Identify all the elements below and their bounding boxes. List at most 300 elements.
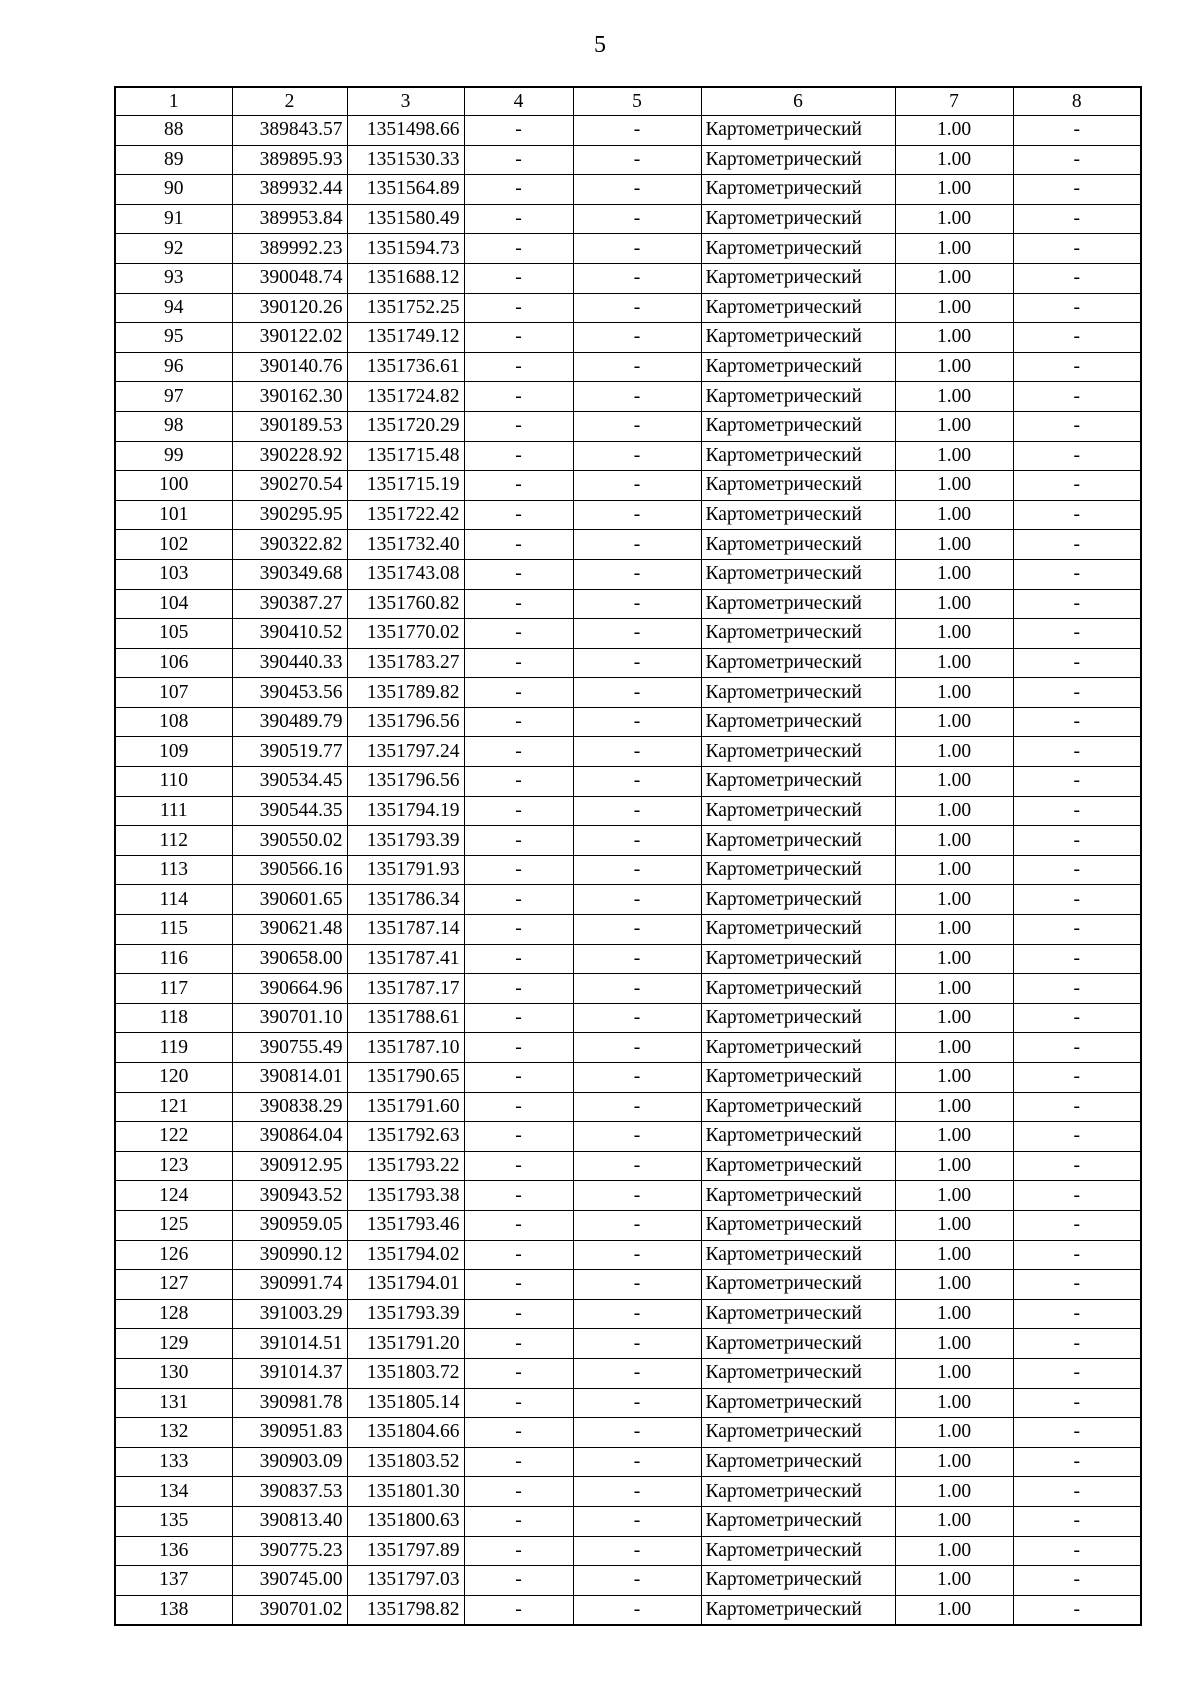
accuracy-cell: 1.00 bbox=[895, 1092, 1013, 1122]
col-8-cell: - bbox=[1013, 619, 1141, 649]
point-number-cell: 127 bbox=[115, 1270, 232, 1300]
col-4-cell: - bbox=[464, 1299, 573, 1329]
method-cell: Картометрический bbox=[701, 116, 895, 146]
col-8-cell: - bbox=[1013, 263, 1141, 293]
col-4-cell: - bbox=[464, 263, 573, 293]
accuracy-cell: 1.00 bbox=[895, 1447, 1013, 1477]
accuracy-cell: 1.00 bbox=[895, 589, 1013, 619]
col-8-cell: - bbox=[1013, 974, 1141, 1004]
col-5-cell: - bbox=[573, 1329, 701, 1359]
col-4-cell: - bbox=[464, 1477, 573, 1507]
y-coordinate-cell: 1351793.46 bbox=[347, 1210, 464, 1240]
point-number-cell: 137 bbox=[115, 1566, 232, 1596]
point-number-cell: 98 bbox=[115, 411, 232, 441]
x-coordinate-cell: 390440.33 bbox=[232, 648, 347, 678]
col-8-cell: - bbox=[1013, 1122, 1141, 1152]
table-row bbox=[115, 263, 1141, 293]
y-coordinate-cell: 1351787.14 bbox=[347, 915, 464, 945]
point-number-cell: 121 bbox=[115, 1092, 232, 1122]
y-coordinate-cell: 1351788.61 bbox=[347, 1003, 464, 1033]
point-number-cell: 112 bbox=[115, 826, 232, 856]
x-coordinate-cell: 390814.01 bbox=[232, 1063, 347, 1093]
col-4-cell: - bbox=[464, 826, 573, 856]
accuracy-cell: 1.00 bbox=[895, 1299, 1013, 1329]
col-5-cell: - bbox=[573, 1240, 701, 1270]
method-cell: Картометрический bbox=[701, 1092, 895, 1122]
y-coordinate-cell: 1351801.30 bbox=[347, 1477, 464, 1507]
y-coordinate-cell: 1351793.38 bbox=[347, 1181, 464, 1211]
point-number-cell: 89 bbox=[115, 145, 232, 175]
table-row bbox=[115, 441, 1141, 471]
accuracy-cell: 1.00 bbox=[895, 530, 1013, 560]
col-8-cell: - bbox=[1013, 234, 1141, 264]
accuracy-cell: 1.00 bbox=[895, 500, 1013, 530]
x-coordinate-cell: 390189.53 bbox=[232, 411, 347, 441]
col-5-cell: - bbox=[573, 1388, 701, 1418]
col-8-cell: - bbox=[1013, 648, 1141, 678]
table-row bbox=[115, 175, 1141, 205]
y-coordinate-cell: 1351688.12 bbox=[347, 263, 464, 293]
point-number-cell: 93 bbox=[115, 263, 232, 293]
col-5-cell: - bbox=[573, 796, 701, 826]
method-cell: Картометрический bbox=[701, 1151, 895, 1181]
table-row bbox=[115, 678, 1141, 708]
y-coordinate-cell: 1351736.61 bbox=[347, 352, 464, 382]
method-cell: Картометрический bbox=[701, 1447, 895, 1477]
col-5-cell: - bbox=[573, 826, 701, 856]
method-cell: Картометрический bbox=[701, 826, 895, 856]
accuracy-cell: 1.00 bbox=[895, 145, 1013, 175]
col-8-cell: - bbox=[1013, 589, 1141, 619]
col-4-cell: - bbox=[464, 1536, 573, 1566]
col-5-cell: - bbox=[573, 1092, 701, 1122]
accuracy-cell: 1.00 bbox=[895, 1240, 1013, 1270]
col-8-cell: - bbox=[1013, 796, 1141, 826]
method-cell: Картометрический bbox=[701, 530, 895, 560]
col-8-cell: - bbox=[1013, 1566, 1141, 1596]
point-number-cell: 88 bbox=[115, 116, 232, 146]
method-cell: Картометрический bbox=[701, 500, 895, 530]
x-coordinate-cell: 390410.52 bbox=[232, 619, 347, 649]
table-header-row bbox=[115, 87, 1141, 116]
method-cell: Картометрический bbox=[701, 1329, 895, 1359]
col-4-cell: - bbox=[464, 352, 573, 382]
col-4-cell: - bbox=[464, 1329, 573, 1359]
table-row bbox=[115, 1003, 1141, 1033]
col-4-cell: - bbox=[464, 323, 573, 353]
col-5-cell: - bbox=[573, 915, 701, 945]
accuracy-cell: 1.00 bbox=[895, 411, 1013, 441]
accuracy-cell: 1.00 bbox=[895, 382, 1013, 412]
col-8-cell: - bbox=[1013, 323, 1141, 353]
table-row bbox=[115, 944, 1141, 974]
table-row bbox=[115, 1240, 1141, 1270]
table-row bbox=[115, 855, 1141, 885]
y-coordinate-cell: 1351498.66 bbox=[347, 116, 464, 146]
col-5-cell: - bbox=[573, 293, 701, 323]
col-5-cell: - bbox=[573, 323, 701, 353]
x-coordinate-cell: 390621.48 bbox=[232, 915, 347, 945]
x-coordinate-cell: 390755.49 bbox=[232, 1033, 347, 1063]
col-5-cell: - bbox=[573, 1418, 701, 1448]
col-8-cell: - bbox=[1013, 855, 1141, 885]
method-cell: Картометрический bbox=[701, 589, 895, 619]
accuracy-cell: 1.00 bbox=[895, 944, 1013, 974]
point-number-cell: 92 bbox=[115, 234, 232, 264]
table-row bbox=[115, 1299, 1141, 1329]
col-5-cell: - bbox=[573, 885, 701, 915]
accuracy-cell: 1.00 bbox=[895, 737, 1013, 767]
point-number-cell: 131 bbox=[115, 1388, 232, 1418]
method-cell: Картометрический bbox=[701, 204, 895, 234]
col-5-cell: - bbox=[573, 1595, 701, 1625]
y-coordinate-cell: 1351564.89 bbox=[347, 175, 464, 205]
col-8-cell: - bbox=[1013, 1003, 1141, 1033]
y-coordinate-cell: 1351804.66 bbox=[347, 1418, 464, 1448]
col-8-cell: - bbox=[1013, 1595, 1141, 1625]
col-8-cell: - bbox=[1013, 1536, 1141, 1566]
x-coordinate-cell: 390991.74 bbox=[232, 1270, 347, 1300]
table-row bbox=[115, 915, 1141, 945]
col-8-cell: - bbox=[1013, 1033, 1141, 1063]
method-cell: Картометрический bbox=[701, 796, 895, 826]
y-coordinate-cell: 1351798.82 bbox=[347, 1595, 464, 1625]
col-4-cell: - bbox=[464, 1033, 573, 1063]
method-cell: Картометрический bbox=[701, 382, 895, 412]
col-8-cell: - bbox=[1013, 1151, 1141, 1181]
accuracy-cell: 1.00 bbox=[895, 1418, 1013, 1448]
col-5-cell: - bbox=[573, 352, 701, 382]
y-coordinate-cell: 1351580.49 bbox=[347, 204, 464, 234]
y-coordinate-cell: 1351787.41 bbox=[347, 944, 464, 974]
table-row bbox=[115, 1270, 1141, 1300]
col-4-cell: - bbox=[464, 1566, 573, 1596]
col-5-cell: - bbox=[573, 1181, 701, 1211]
method-cell: Картометрический bbox=[701, 707, 895, 737]
accuracy-cell: 1.00 bbox=[895, 1388, 1013, 1418]
method-cell: Картометрический bbox=[701, 885, 895, 915]
table-row bbox=[115, 1595, 1141, 1625]
col-4-cell: - bbox=[464, 1270, 573, 1300]
x-coordinate-cell: 390322.82 bbox=[232, 530, 347, 560]
point-number-cell: 135 bbox=[115, 1506, 232, 1536]
col-8-cell: - bbox=[1013, 382, 1141, 412]
col-4-cell: - bbox=[464, 1092, 573, 1122]
x-coordinate-cell: 390912.95 bbox=[232, 1151, 347, 1181]
col-4-cell: - bbox=[464, 411, 573, 441]
method-cell: Картометрический bbox=[701, 145, 895, 175]
method-cell: Картометрический bbox=[701, 1033, 895, 1063]
col-4-cell: - bbox=[464, 1181, 573, 1211]
table-row bbox=[115, 204, 1141, 234]
point-number-cell: 105 bbox=[115, 619, 232, 649]
accuracy-cell: 1.00 bbox=[895, 1033, 1013, 1063]
column-header: 8 bbox=[1013, 87, 1141, 116]
method-cell: Картометрический bbox=[701, 1181, 895, 1211]
y-coordinate-cell: 1351793.22 bbox=[347, 1151, 464, 1181]
y-coordinate-cell: 1351796.56 bbox=[347, 767, 464, 797]
coordinates-table bbox=[114, 86, 1142, 1626]
point-number-cell: 104 bbox=[115, 589, 232, 619]
x-coordinate-cell: 390566.16 bbox=[232, 855, 347, 885]
col-5-cell: - bbox=[573, 1566, 701, 1596]
point-number-cell: 117 bbox=[115, 974, 232, 1004]
y-coordinate-cell: 1351792.63 bbox=[347, 1122, 464, 1152]
point-number-cell: 102 bbox=[115, 530, 232, 560]
table-row bbox=[115, 1566, 1141, 1596]
y-coordinate-cell: 1351743.08 bbox=[347, 559, 464, 589]
col-8-cell: - bbox=[1013, 559, 1141, 589]
col-5-cell: - bbox=[573, 1447, 701, 1477]
table-row bbox=[115, 826, 1141, 856]
table-row bbox=[115, 1181, 1141, 1211]
point-number-cell: 111 bbox=[115, 796, 232, 826]
method-cell: Картометрический bbox=[701, 293, 895, 323]
point-number-cell: 95 bbox=[115, 323, 232, 353]
y-coordinate-cell: 1351715.48 bbox=[347, 441, 464, 471]
method-cell: Картометрический bbox=[701, 411, 895, 441]
table-body bbox=[115, 87, 1141, 1625]
col-4-cell: - bbox=[464, 915, 573, 945]
table-row bbox=[115, 116, 1141, 146]
column-header: 5 bbox=[573, 87, 701, 116]
table-row bbox=[115, 1477, 1141, 1507]
col-5-cell: - bbox=[573, 619, 701, 649]
accuracy-cell: 1.00 bbox=[895, 1477, 1013, 1507]
point-number-cell: 101 bbox=[115, 500, 232, 530]
point-number-cell: 100 bbox=[115, 471, 232, 501]
method-cell: Картометрический bbox=[701, 1003, 895, 1033]
col-5-cell: - bbox=[573, 204, 701, 234]
col-8-cell: - bbox=[1013, 293, 1141, 323]
col-5-cell: - bbox=[573, 1299, 701, 1329]
y-coordinate-cell: 1351791.20 bbox=[347, 1329, 464, 1359]
x-coordinate-cell: 390140.76 bbox=[232, 352, 347, 382]
col-4-cell: - bbox=[464, 1003, 573, 1033]
x-coordinate-cell: 390453.56 bbox=[232, 678, 347, 708]
y-coordinate-cell: 1351797.03 bbox=[347, 1566, 464, 1596]
y-coordinate-cell: 1351796.56 bbox=[347, 707, 464, 737]
col-5-cell: - bbox=[573, 678, 701, 708]
y-coordinate-cell: 1351594.73 bbox=[347, 234, 464, 264]
col-8-cell: - bbox=[1013, 530, 1141, 560]
col-8-cell: - bbox=[1013, 767, 1141, 797]
col-5-cell: - bbox=[573, 1003, 701, 1033]
col-4-cell: - bbox=[464, 1063, 573, 1093]
x-coordinate-cell: 390519.77 bbox=[232, 737, 347, 767]
x-coordinate-cell: 390837.53 bbox=[232, 1477, 347, 1507]
table-row bbox=[115, 1536, 1141, 1566]
col-8-cell: - bbox=[1013, 707, 1141, 737]
accuracy-cell: 1.00 bbox=[895, 1506, 1013, 1536]
table-row bbox=[115, 382, 1141, 412]
col-8-cell: - bbox=[1013, 1329, 1141, 1359]
y-coordinate-cell: 1351732.40 bbox=[347, 530, 464, 560]
col-8-cell: - bbox=[1013, 204, 1141, 234]
col-4-cell: - bbox=[464, 619, 573, 649]
col-4-cell: - bbox=[464, 1447, 573, 1477]
col-8-cell: - bbox=[1013, 116, 1141, 146]
y-coordinate-cell: 1351805.14 bbox=[347, 1388, 464, 1418]
table-row bbox=[115, 589, 1141, 619]
point-number-cell: 106 bbox=[115, 648, 232, 678]
point-number-cell: 124 bbox=[115, 1181, 232, 1211]
x-coordinate-cell: 390838.29 bbox=[232, 1092, 347, 1122]
point-number-cell: 119 bbox=[115, 1033, 232, 1063]
point-number-cell: 97 bbox=[115, 382, 232, 412]
point-number-cell: 118 bbox=[115, 1003, 232, 1033]
y-coordinate-cell: 1351797.89 bbox=[347, 1536, 464, 1566]
col-4-cell: - bbox=[464, 175, 573, 205]
accuracy-cell: 1.00 bbox=[895, 678, 1013, 708]
method-cell: Картометрический bbox=[701, 1358, 895, 1388]
col-8-cell: - bbox=[1013, 1477, 1141, 1507]
col-4-cell: - bbox=[464, 855, 573, 885]
y-coordinate-cell: 1351760.82 bbox=[347, 589, 464, 619]
accuracy-cell: 1.00 bbox=[895, 1003, 1013, 1033]
point-number-cell: 123 bbox=[115, 1151, 232, 1181]
y-coordinate-cell: 1351722.42 bbox=[347, 500, 464, 530]
method-cell: Картометрический bbox=[701, 352, 895, 382]
y-coordinate-cell: 1351794.02 bbox=[347, 1240, 464, 1270]
point-number-cell: 110 bbox=[115, 767, 232, 797]
col-4-cell: - bbox=[464, 116, 573, 146]
method-cell: Картометрический bbox=[701, 471, 895, 501]
accuracy-cell: 1.00 bbox=[895, 1329, 1013, 1359]
x-coordinate-cell: 390959.05 bbox=[232, 1210, 347, 1240]
point-number-cell: 114 bbox=[115, 885, 232, 915]
col-5-cell: - bbox=[573, 707, 701, 737]
y-coordinate-cell: 1351794.19 bbox=[347, 796, 464, 826]
col-4-cell: - bbox=[464, 1151, 573, 1181]
x-coordinate-cell: 390544.35 bbox=[232, 796, 347, 826]
col-5-cell: - bbox=[573, 1122, 701, 1152]
method-cell: Картометрический bbox=[701, 855, 895, 885]
method-cell: Картометрический bbox=[701, 1388, 895, 1418]
col-4-cell: - bbox=[464, 767, 573, 797]
point-number-cell: 91 bbox=[115, 204, 232, 234]
method-cell: Картометрический bbox=[701, 175, 895, 205]
x-coordinate-cell: 390943.52 bbox=[232, 1181, 347, 1211]
x-coordinate-cell: 389843.57 bbox=[232, 116, 347, 146]
x-coordinate-cell: 390745.00 bbox=[232, 1566, 347, 1596]
col-4-cell: - bbox=[464, 1595, 573, 1625]
accuracy-cell: 1.00 bbox=[895, 1566, 1013, 1596]
col-4-cell: - bbox=[464, 737, 573, 767]
method-cell: Картометрический bbox=[701, 1595, 895, 1625]
accuracy-cell: 1.00 bbox=[895, 1063, 1013, 1093]
col-5-cell: - bbox=[573, 1210, 701, 1240]
col-8-cell: - bbox=[1013, 944, 1141, 974]
accuracy-cell: 1.00 bbox=[895, 826, 1013, 856]
point-number-cell: 134 bbox=[115, 1477, 232, 1507]
point-number-cell: 128 bbox=[115, 1299, 232, 1329]
col-5-cell: - bbox=[573, 559, 701, 589]
col-4-cell: - bbox=[464, 885, 573, 915]
col-5-cell: - bbox=[573, 234, 701, 264]
method-cell: Картометрический bbox=[701, 1063, 895, 1093]
accuracy-cell: 1.00 bbox=[895, 116, 1013, 146]
method-cell: Картометрический bbox=[701, 1122, 895, 1152]
table-row bbox=[115, 352, 1141, 382]
accuracy-cell: 1.00 bbox=[895, 648, 1013, 678]
col-4-cell: - bbox=[464, 234, 573, 264]
accuracy-cell: 1.00 bbox=[895, 885, 1013, 915]
col-4-cell: - bbox=[464, 559, 573, 589]
x-coordinate-cell: 390122.02 bbox=[232, 323, 347, 353]
col-8-cell: - bbox=[1013, 175, 1141, 205]
x-coordinate-cell: 390658.00 bbox=[232, 944, 347, 974]
table-row bbox=[115, 1122, 1141, 1152]
point-number-cell: 129 bbox=[115, 1329, 232, 1359]
col-8-cell: - bbox=[1013, 1240, 1141, 1270]
col-5-cell: - bbox=[573, 1506, 701, 1536]
column-header: 7 bbox=[895, 87, 1013, 116]
table-row bbox=[115, 1329, 1141, 1359]
col-8-cell: - bbox=[1013, 1063, 1141, 1093]
table-row bbox=[115, 796, 1141, 826]
method-cell: Картометрический bbox=[701, 619, 895, 649]
page-number: 5 bbox=[594, 32, 606, 58]
point-number-cell: 90 bbox=[115, 175, 232, 205]
col-5-cell: - bbox=[573, 1358, 701, 1388]
col-5-cell: - bbox=[573, 411, 701, 441]
col-8-cell: - bbox=[1013, 1092, 1141, 1122]
y-coordinate-cell: 1351786.34 bbox=[347, 885, 464, 915]
table-row bbox=[115, 974, 1141, 1004]
col-4-cell: - bbox=[464, 293, 573, 323]
col-8-cell: - bbox=[1013, 678, 1141, 708]
point-number-cell: 120 bbox=[115, 1063, 232, 1093]
method-cell: Картометрический bbox=[701, 678, 895, 708]
point-number-cell: 109 bbox=[115, 737, 232, 767]
column-header: 4 bbox=[464, 87, 573, 116]
col-5-cell: - bbox=[573, 767, 701, 797]
col-4-cell: - bbox=[464, 648, 573, 678]
col-5-cell: - bbox=[573, 1270, 701, 1300]
table-row bbox=[115, 293, 1141, 323]
x-coordinate-cell: 389953.84 bbox=[232, 204, 347, 234]
col-5-cell: - bbox=[573, 1536, 701, 1566]
x-coordinate-cell: 390981.78 bbox=[232, 1388, 347, 1418]
point-number-cell: 99 bbox=[115, 441, 232, 471]
x-coordinate-cell: 390387.27 bbox=[232, 589, 347, 619]
table-row bbox=[115, 1506, 1141, 1536]
table-row bbox=[115, 1151, 1141, 1181]
col-8-cell: - bbox=[1013, 145, 1141, 175]
x-coordinate-cell: 390489.79 bbox=[232, 707, 347, 737]
point-number-cell: 103 bbox=[115, 559, 232, 589]
col-5-cell: - bbox=[573, 175, 701, 205]
x-coordinate-cell: 390701.02 bbox=[232, 1595, 347, 1625]
table-row bbox=[115, 1418, 1141, 1448]
point-number-cell: 125 bbox=[115, 1210, 232, 1240]
col-5-cell: - bbox=[573, 974, 701, 1004]
col-4-cell: - bbox=[464, 1210, 573, 1240]
method-cell: Картометрический bbox=[701, 1506, 895, 1536]
point-number-cell: 115 bbox=[115, 915, 232, 945]
col-4-cell: - bbox=[464, 145, 573, 175]
accuracy-cell: 1.00 bbox=[895, 855, 1013, 885]
col-8-cell: - bbox=[1013, 352, 1141, 382]
col-4-cell: - bbox=[464, 974, 573, 1004]
accuracy-cell: 1.00 bbox=[895, 767, 1013, 797]
col-5-cell: - bbox=[573, 382, 701, 412]
y-coordinate-cell: 1351724.82 bbox=[347, 382, 464, 412]
method-cell: Картометрический bbox=[701, 767, 895, 797]
y-coordinate-cell: 1351803.52 bbox=[347, 1447, 464, 1477]
col-4-cell: - bbox=[464, 1122, 573, 1152]
